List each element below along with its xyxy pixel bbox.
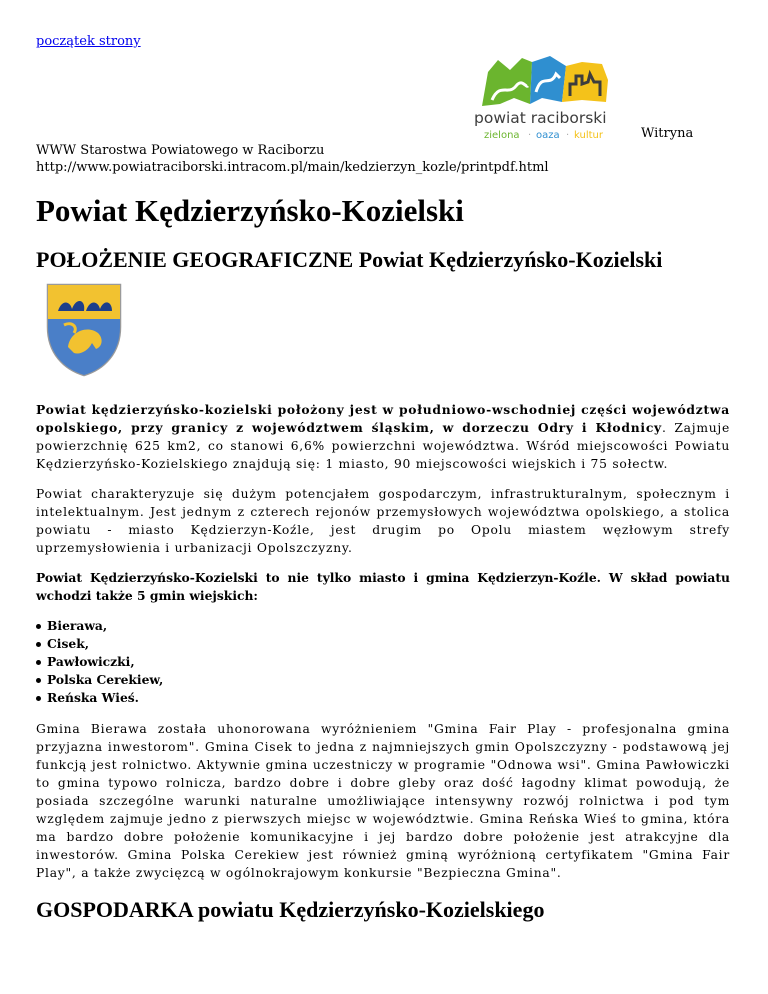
- powiat-raciborski-logo: [470, 52, 640, 144]
- paragraph-location: Powiat kędzierzyńsko-kozielski położony jest w południowo-wschodniej części województwa opolskiego, przy granicy z województwem śląskim, w dorzeczu Odry i Kłodnicy. Zajmuje powierzchnię 625 km2, co stanowi 6,6% powierzchni województwa. Wśród miejscowości Powiatu Kędzierzyńsko-Kozielskiego znajdują się: 1 miasto, 90 miejscowości wiejskich i 75 sołectw.: [36, 402, 730, 471]
- paragraph-potential: Powiat charakteryzuje się dużym potencjałem gospodarczym, infrastrukturalnym, społecznym i intelektualnym. Jest jednym z czterech rejonów przemysłowych województwa opolskiego, a stolica powiatu - miasto Kędzierzyn-Koźle, jest drugim po Opolu miastem węzłowym strefy uprzemysłowienia i urbanizacji Opolszczyzny.: [36, 487, 730, 555]
- article-body: [36, 401, 730, 894]
- paragraph-location-bold: Powiat kędzierzyńsko-kozielski położony jest w południowo-wschodniej części województwa opolskiego, przy granicy z województwem śląskim, w dorzeczu Odry i Kłodnicy: [36, 402, 730, 435]
- logo-tagline-1: zielona: [484, 130, 520, 141]
- paragraph-communes-details: Gmina Bierawa została uhonorowana wyróżnieniem "Gmina Fair Play - profesjonalna gmina przyjazna inwestorom". Gmina Cisek to jedna z najmniejszych gmin Opolszczyzny - podstawową jej funkcją jest rolnictwo. Aktywnie gmina uczestniczy w programie "Odnowa wsi". Gmina Pawłowiczki to gmina typowo rolnicza, bardzo dobre i dobre gleby oraz dość łagodny klimat powodują, że posiada szczególne warunki naturalne umożliwiające intensywny rozwój rolnictwa i pod tym względem zajmuje jedno z pierwszych miejsc w województwie. Gmina Reńska Wieś to gmina, która ma bardzo dobre położenie komunikacyjne i jej bardzo dobre położenie jest atrakcyjne dla inwestorów. Gmina Polska Cerekiew jest również gminą wyróżnioną certyfikatem "Gmina Fair Play", a także zwycięzcą w ogólnokrajowym konkursie "Bezpieczna Gmina".: [36, 722, 730, 880]
- list-item: Reńska Wieś.: [36, 689, 730, 707]
- svg-text:·: ·: [528, 130, 532, 141]
- section-heading-location: POŁOŻENIE GEOGRAFICZNE Powiat Kędzierzyńsko-Kozielski: [36, 247, 663, 272]
- logo-tagline-3: kultur: [574, 130, 603, 141]
- witryna-label: Witryna: [641, 126, 694, 141]
- section-heading-economy: GOSPODARKA powiatu Kędzierzyńsko-Kozielskiego: [36, 897, 545, 922]
- county-coat-of-arms: [44, 281, 124, 377]
- communes-list: [36, 617, 730, 707]
- list-item: Cisek,: [36, 635, 730, 653]
- list-item: Bierawa,: [36, 617, 730, 635]
- logo-green-tile: [482, 58, 532, 106]
- logo-brand-text: powiat raciborski: [474, 109, 607, 127]
- list-item: Polska Cerekiew,: [36, 671, 730, 689]
- site-url: http://www.powiatraciborski.intracom.pl/main/kedzierzyn_kozle/printpdf.html: [36, 160, 549, 175]
- paragraph-communes-intro: Powiat Kędzierzyńsko-Kozielski to nie tylko miasto i gmina Kędzierzyn-Koźle. W skład powiatu wchodzi także 5 gmin wiejskich:: [36, 570, 730, 603]
- list-item: Pawłowiczki,: [36, 653, 730, 671]
- top-of-page-link[interactable]: początek strony: [36, 34, 141, 49]
- logo-tagline-2: oaza: [536, 130, 560, 141]
- page-title: Powiat Kędzierzyńsko-Kozielski: [36, 193, 464, 228]
- svg-text:·: ·: [566, 130, 570, 141]
- site-name: WWW Starostwa Powiatowego w Raciborzu: [36, 143, 325, 158]
